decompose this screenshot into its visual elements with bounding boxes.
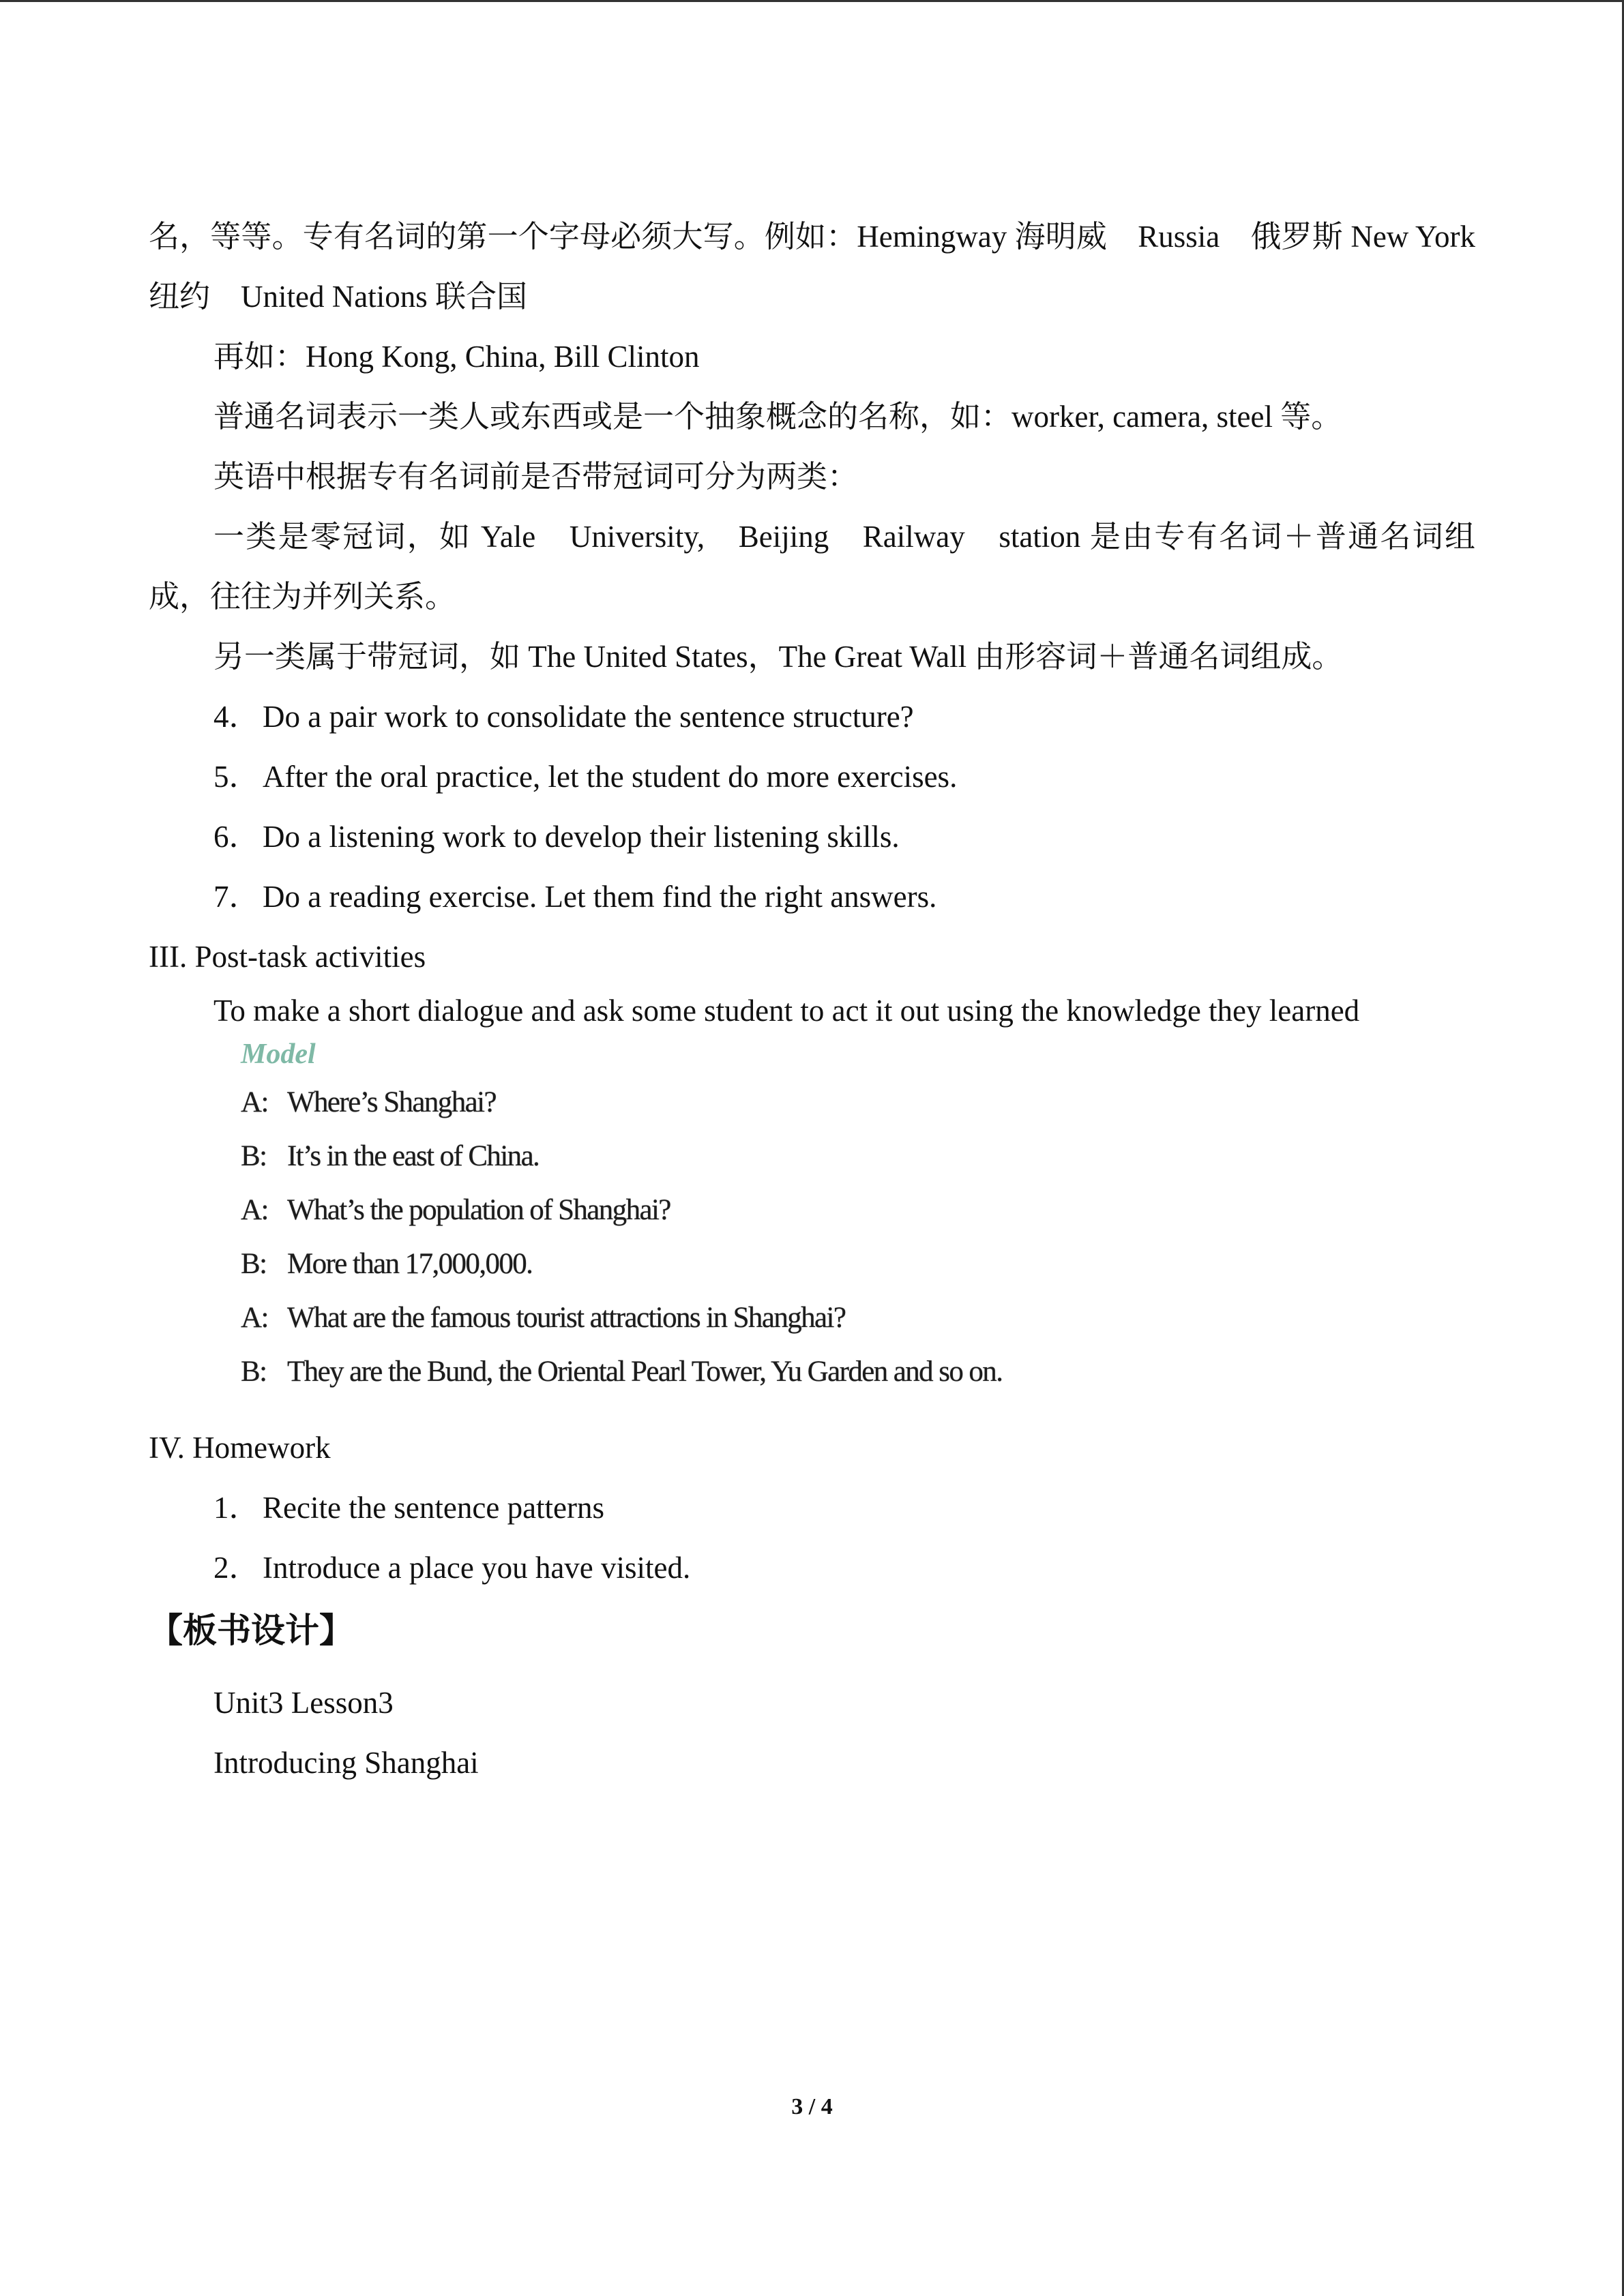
step-item bbox=[149, 747, 1475, 807]
step-number: 4． bbox=[213, 700, 260, 734]
homework-number: 2． bbox=[213, 1551, 260, 1585]
step-text: After the oral practice, let the student do more exercises. bbox=[263, 760, 958, 794]
dialogue-line bbox=[241, 1183, 1475, 1237]
dialogue-line bbox=[241, 1237, 1475, 1291]
dialogue-text: They are the Bund, the Oriental Pearl Tower, Yu Garden and so on. bbox=[287, 1356, 1003, 1388]
page-content bbox=[149, 207, 1507, 1793]
dialogue-line bbox=[241, 1129, 1475, 1183]
homework-text: Introduce a place you have visited. bbox=[263, 1551, 691, 1585]
model-title: Model bbox=[241, 1039, 316, 1070]
dialogue-text: More than 17,000,000. bbox=[287, 1248, 533, 1280]
step-text: Do a pair work to consolidate the sentence structure? bbox=[263, 700, 914, 734]
dialogue-text: Where’s Shanghai? bbox=[287, 1086, 496, 1118]
speaker-label: B: bbox=[241, 1248, 267, 1280]
speaker-label: A: bbox=[241, 1302, 268, 1334]
dialogue-text: What are the famous tourist attractions in Shanghai? bbox=[287, 1302, 846, 1334]
homework-item bbox=[149, 1478, 1475, 1538]
board-line-title: Introducing Shanghai bbox=[213, 1746, 479, 1780]
step-text: Do a reading exercise. Let them find the right answers. bbox=[263, 880, 937, 914]
post-task-heading: III. Post-task activities bbox=[149, 940, 426, 974]
homework-heading: IV. Homework bbox=[149, 1431, 331, 1465]
dialogue-text: What’s the population of Shanghai? bbox=[287, 1194, 670, 1226]
step-number: 6． bbox=[213, 820, 260, 854]
board-line-unit: Unit3 Lesson3 bbox=[213, 1686, 394, 1720]
dialogue-line bbox=[241, 1345, 1475, 1399]
step-number: 5． bbox=[213, 760, 260, 794]
speaker-label: B: bbox=[241, 1140, 267, 1172]
speaker-label: B: bbox=[241, 1356, 267, 1388]
step-text: Do a listening work to develop their listening skills. bbox=[263, 820, 900, 854]
model-dialogue bbox=[149, 1034, 1475, 1418]
homework-item bbox=[149, 1538, 1475, 1598]
dialogue-text: It’s in the east of China. bbox=[287, 1140, 540, 1172]
step-number: 7． bbox=[213, 880, 260, 914]
dialogue-line bbox=[241, 1291, 1475, 1345]
dialogue-line bbox=[241, 1075, 1475, 1129]
page-number: 3 / 4 bbox=[791, 2094, 833, 2119]
homework-text: Recite the sentence patterns bbox=[263, 1491, 605, 1525]
step-item bbox=[149, 807, 1475, 867]
speaker-label: A: bbox=[241, 1086, 268, 1118]
board-design-heading: 【板书设计】 bbox=[149, 1611, 353, 1650]
paragraph-zero-article: 一类是零冠词，如 Yale University, Beijing Railway station 是由专有名词＋普通名词组成，往往为并列关系。 bbox=[149, 520, 1475, 614]
paragraph-with-article: 另一类属于带冠词，如 The United States，The Great Wall 由形容词＋普通名词组成。 bbox=[213, 640, 1343, 674]
step-item bbox=[149, 867, 1475, 927]
homework-number: 1． bbox=[213, 1491, 260, 1525]
speaker-label: A: bbox=[241, 1194, 268, 1226]
post-task-intro: To make a short dialogue and ask some student to act it out using the knowledge they learned bbox=[213, 994, 1360, 1028]
paragraph-proper-noun-examples: 名，等等。专有名词的第一个字母必须大写。例如：Hemingway 海明威 Russia 俄罗斯 New York 纽约 United Nations 联合国 bbox=[149, 220, 1507, 314]
step-item bbox=[149, 687, 1475, 747]
paragraph-more-examples: 再如：Hong Kong, China, Bill Clinton bbox=[213, 340, 700, 374]
paragraph-common-noun: 普通名词表示一类人或东西或是一个抽象概念的名称，如：worker, camera, steel 等。 bbox=[213, 400, 1342, 434]
paragraph-two-types: 英语中根据专有名词前是否带冠词可分为两类： bbox=[213, 460, 859, 494]
